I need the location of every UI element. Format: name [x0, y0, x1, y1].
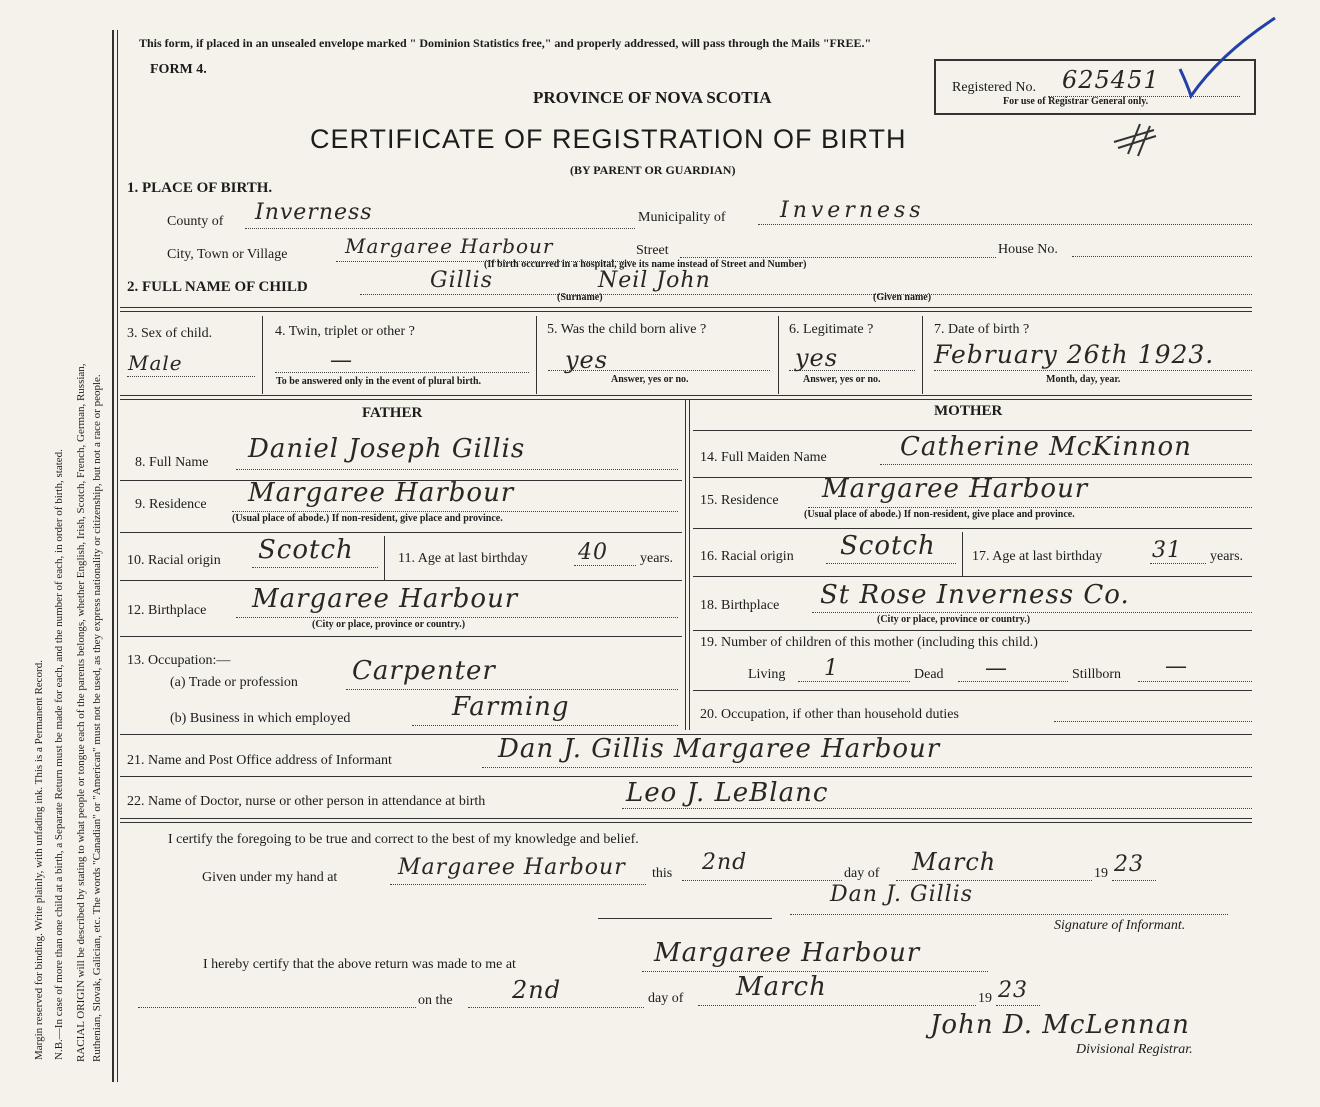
informant-line — [482, 767, 1252, 768]
given-day-value: 2nd — [702, 850, 748, 875]
house-line — [1072, 256, 1252, 257]
sex-line — [127, 376, 255, 377]
mother-birthplace-line — [812, 612, 1252, 613]
margin-note-3: RACIAL ORIGIN will be described by stating to what people or tongue each of the parents belongs, whether English, Irish, Scotch, French, German, Russian, — [75, 363, 87, 1062]
given-year-prefix: 19 — [1094, 866, 1108, 881]
registrar-month-value: March — [736, 972, 827, 1002]
father-age-label: 11. Age at last birthday — [398, 551, 528, 566]
mother-age-value: 31 — [1152, 538, 1182, 563]
registered-label: Registered No. — [952, 80, 1036, 95]
given-this-label: this — [652, 866, 673, 881]
city-label: City, Town or Village — [167, 247, 288, 262]
father-age-line — [574, 565, 636, 566]
father-age-unit: years. — [640, 551, 674, 566]
father-name-label: 8. Full Name — [135, 455, 209, 470]
informant-signature: Dan J. Gillis — [830, 882, 974, 907]
page-title: CERTIFICATE OF REGISTRATION OF BIRTH — [310, 124, 907, 154]
margin-note-2: N.B.—In case of more than one child at a birth, a Separate Return must be made for each, and the number of each, in order of birth, stated. — [53, 449, 65, 1060]
dob-value: February 26th 1923. — [934, 340, 1215, 369]
sex-value: Male — [128, 351, 183, 375]
mail-notice: This form, if placed in an unsealed envelope marked " Dominion Statistics free," and properly addressed, will pass through the Mails "FREE." — [139, 36, 872, 50]
margin-note-1: Margin reserved for binding. Write plainly, with unfading ink. This is a Permanent Record. — [33, 660, 45, 1060]
father-residence-note: (Usual place of abode.) If non-resident, give place and province. — [232, 513, 503, 524]
left-border-inner — [117, 30, 118, 1082]
child-surname-value: Gillis — [430, 268, 494, 293]
certify-statement: I certify the foregoing to be true and correct to the best of my knowledge and belief. — [168, 832, 639, 847]
mother-birthplace-label: 18. Birthplace — [700, 598, 780, 613]
father-row-line-2 — [120, 532, 682, 533]
given-day-line — [682, 880, 842, 881]
mother-racial-divider — [962, 532, 963, 576]
father-birthplace-line — [236, 617, 678, 618]
informant-signature-line — [790, 914, 1228, 915]
row-line-doctor — [120, 776, 1252, 777]
stillborn-value: — — [1165, 654, 1188, 679]
mother-row-line-6 — [693, 690, 1252, 691]
child-name-line — [360, 294, 1252, 295]
father-business-label: (b) Business in which employed — [170, 711, 351, 726]
legit-label: 6. Legitimate ? — [789, 322, 874, 337]
mother-occupation-label: 20. Occupation, if other than household duties — [700, 707, 959, 722]
divider-3 — [120, 818, 1252, 823]
col-div-3 — [778, 316, 779, 394]
father-racial-value: Scotch — [258, 535, 354, 565]
father-birthplace-label: 12. Birthplace — [127, 603, 207, 618]
house-label: House No. — [998, 242, 1058, 257]
city-value: Margaree Harbour — [345, 234, 554, 258]
alive-note: Answer, yes or no. — [611, 374, 689, 385]
given-caption: (Given name) — [873, 292, 932, 303]
registrar-month-line — [698, 1005, 976, 1006]
municipality-label: Municipality of — [638, 210, 726, 225]
twin-note: To be answered only in the event of plural birth. — [276, 376, 482, 387]
doctor-label: 22. Name of Doctor, nurse or other person in attendance at birth — [127, 794, 486, 809]
father-age-value: 40 — [578, 540, 608, 565]
place-of-birth-heading: 1. PLACE OF BIRTH. — [127, 180, 273, 196]
mother-row-line-1 — [693, 430, 1252, 431]
margin-note-4: Ruthenian, Slovak, Galician, etc. The words "Canadian" or "American" must not be used, as they express nationality or citizenship, but not a race or people. — [91, 374, 103, 1062]
mother-children-label: 19. Number of children of this mother (including this child.) — [700, 635, 1038, 650]
form-number: FORM 4. — [150, 62, 207, 77]
father-occupation-label: 13. Occupation:— — [127, 653, 231, 668]
given-label: Given under my hand at — [202, 870, 338, 885]
county-value: Inverness — [255, 200, 373, 225]
registrar-signature: John D. McLennan — [930, 1010, 1190, 1040]
father-row-line-4 — [120, 636, 682, 637]
mother-row-line-4 — [693, 576, 1252, 577]
hospital-note: (If birth occurred in a hospital, give its name instead of Street and Number) — [484, 259, 807, 270]
given-year-value: 23 — [1114, 852, 1144, 877]
living-label: Living — [748, 667, 786, 682]
mother-name-label: 14. Full Maiden Name — [700, 450, 827, 465]
parents-divider — [685, 400, 686, 730]
mother-racial-value: Scotch — [840, 531, 936, 561]
father-row-line-3 — [120, 580, 682, 581]
child-given-value: Neil John — [598, 268, 711, 293]
registrar-day-of-label: day of — [648, 991, 684, 1006]
informant-label: 21. Name and Post Office address of Informant — [127, 753, 392, 768]
checkmark-icon — [1175, 14, 1285, 104]
col-div-1 — [262, 316, 263, 394]
father-trade-value: Carpenter — [352, 656, 496, 686]
informant-signature-caption: Signature of Informant. — [1054, 918, 1186, 933]
legit-value: yes — [795, 344, 839, 372]
father-racial-label: 10. Racial origin — [127, 553, 221, 568]
mother-racial-line — [826, 563, 956, 564]
mother-residence-note: (Usual place of abode.) If non-resident, give place and province. — [804, 509, 1075, 520]
dead-line — [958, 681, 1068, 682]
given-place-line — [390, 884, 646, 885]
twin-label: 4. Twin, triplet or other ? — [275, 324, 415, 339]
alive-value: yes — [565, 346, 609, 374]
child-name-label: 2. FULL NAME OF CHILD — [127, 279, 308, 295]
given-place-value: Margaree Harbour — [398, 855, 626, 880]
municipality-value: Inverness — [780, 198, 925, 223]
mother-residence-value: Margaree Harbour — [822, 474, 1089, 504]
mother-age-unit: years. — [1210, 549, 1244, 564]
living-value: 1 — [824, 656, 839, 681]
alive-label: 5. Was the child born alive ? — [547, 322, 707, 337]
mother-occupation-line — [1054, 721, 1252, 722]
doctor-value: Leo J. LeBlanc — [626, 778, 829, 808]
father-name-value: Daniel Joseph Gillis — [248, 434, 526, 464]
father-residence-value: Margaree Harbour — [248, 478, 515, 508]
father-racial-line — [252, 567, 378, 568]
col-div-4 — [922, 316, 923, 394]
registrar-signature-caption: Divisional Registrar. — [1076, 1042, 1193, 1057]
dead-label: Dead — [914, 667, 944, 682]
father-racial-divider — [384, 536, 385, 580]
mother-name-value: Catherine McKinnon — [900, 432, 1192, 462]
doctor-line — [622, 808, 1252, 809]
father-residence-label: 9. Residence — [135, 497, 207, 512]
given-year-line — [1112, 880, 1156, 881]
living-line — [798, 681, 910, 682]
father-trade-line — [346, 689, 678, 690]
mother-age-line — [1150, 563, 1206, 564]
father-residence-line — [232, 511, 678, 512]
mother-racial-label: 16. Racial origin — [700, 549, 794, 564]
registered-value: 625451 — [1062, 66, 1160, 94]
registrar-place-value: Margaree Harbour — [654, 938, 921, 968]
registrar-day-line — [468, 1007, 644, 1008]
street-line — [680, 257, 996, 258]
municipality-line — [758, 224, 1252, 225]
father-birthplace-note: (City or place, province or country.) — [312, 619, 466, 630]
county-line — [245, 228, 635, 229]
informant-value: Dan J. Gillis Margaree Harbour — [498, 734, 941, 764]
mother-age-label: 17. Age at last birthday — [972, 549, 1103, 564]
province: PROVINCE OF NOVA SCOTIA — [533, 88, 772, 107]
registrar-note: For use of Registrar General only. — [1003, 96, 1149, 107]
father-name-line — [236, 469, 678, 470]
registrar-year-prefix: 19 — [978, 991, 992, 1006]
divider-2 — [120, 395, 1252, 400]
registrar-year-value: 23 — [998, 978, 1028, 1003]
given-day-of-label: day of — [844, 866, 880, 881]
mother-residence-label: 15. Residence — [700, 493, 779, 508]
short-rule — [598, 918, 772, 919]
col-div-2 — [536, 316, 537, 394]
dob-note: Month, day, year. — [1046, 374, 1121, 385]
street-label: Street — [636, 243, 669, 258]
mother-row-line-3 — [693, 528, 1252, 529]
mother-name-line — [880, 464, 1252, 465]
twin-line — [275, 372, 529, 373]
registrar-statement: I hereby certify that the above return was made to me at — [203, 957, 516, 972]
registrar-day-value: 2nd — [512, 976, 562, 1004]
stillborn-label: Stillborn — [1072, 667, 1122, 682]
sex-label: 3. Sex of child. — [127, 326, 213, 341]
divider-1 — [120, 307, 1252, 312]
father-trade-label: (a) Trade or profession — [170, 675, 298, 690]
father-birthplace-value: Margaree Harbour — [252, 584, 519, 614]
mother-heading: MOTHER — [934, 403, 1003, 419]
father-business-value: Farming — [452, 692, 570, 722]
twin-value: — — [330, 348, 353, 373]
registrar-on-the-label: on the — [418, 993, 453, 1008]
left-border — [112, 30, 114, 1082]
mark-icon — [1110, 120, 1160, 160]
page-subtitle: (BY PARENT OR GUARDIAN) — [570, 163, 736, 177]
father-business-line — [412, 725, 678, 726]
mother-residence-line — [808, 507, 1252, 508]
registrar-year-line — [996, 1005, 1040, 1006]
stillborn-line — [1138, 681, 1252, 682]
given-month-value: March — [912, 848, 997, 876]
given-month-line — [896, 880, 1092, 881]
county-label: County of — [167, 214, 224, 229]
mother-birthplace-value: St Rose Inverness Co. — [820, 580, 1130, 610]
surname-caption: (Surname) — [557, 292, 603, 303]
registrar-lead-line — [138, 1007, 416, 1008]
father-heading: FATHER — [362, 405, 423, 421]
legit-note: Answer, yes or no. — [803, 374, 881, 385]
parents-divider-2 — [689, 400, 690, 730]
dob-line — [934, 370, 1252, 371]
dead-value: — — [985, 656, 1008, 681]
mother-row-line-5 — [693, 630, 1252, 631]
mother-birthplace-note: (City or place, province or country.) — [877, 614, 1031, 625]
dob-label: 7. Date of birth ? — [934, 322, 1030, 337]
